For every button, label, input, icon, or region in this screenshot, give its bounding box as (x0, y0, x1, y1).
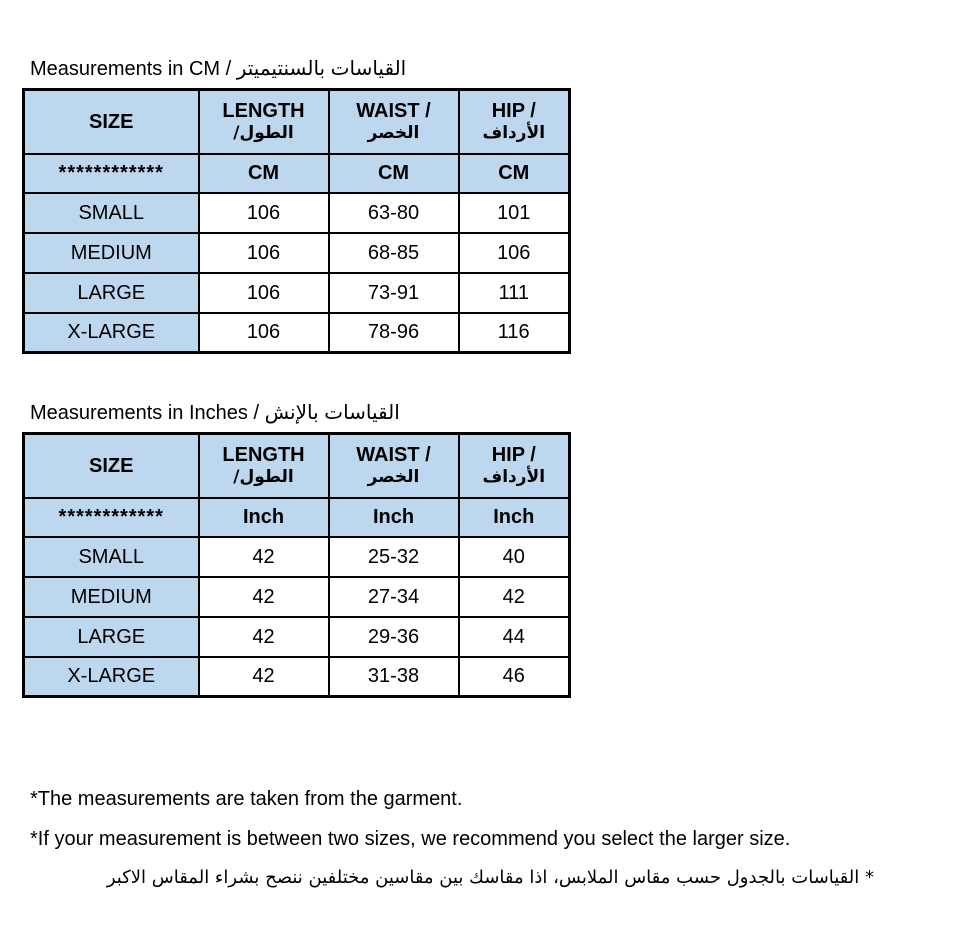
units-row (24, 498, 570, 537)
waist-value: 25-32 (329, 537, 459, 577)
size-label: LARGE (24, 273, 199, 313)
waist-value: 73-91 (329, 273, 459, 313)
length-value: 42 (199, 537, 329, 577)
table-row (24, 193, 570, 233)
length-value: 42 (199, 617, 329, 657)
size-label: LARGE (24, 617, 199, 657)
size-label: MEDIUM (24, 577, 199, 617)
header-hip: HIP / الأرداف (459, 434, 570, 498)
unit-hip: CM (459, 154, 570, 193)
table-row (24, 617, 570, 657)
size-label: X-LARGE (24, 313, 199, 353)
note-garment: *The measurements are taken from the garment. (30, 788, 463, 810)
note-between-sizes: *If your measurement is between two sizes, we recommend you select the larger size. (30, 828, 791, 850)
waist-value: 78-96 (329, 313, 459, 353)
header-length: LENGTH الطول/ (199, 90, 329, 154)
header-size: SIZE (24, 434, 199, 498)
waist-value: 68-85 (329, 233, 459, 273)
cm-table-caption: Measurements in CM / القياسات بالسنتيميتر (30, 58, 407, 80)
table-row (24, 657, 570, 697)
waist-value: 27-34 (329, 577, 459, 617)
waist-value: 29-36 (329, 617, 459, 657)
unit-waist: Inch (329, 498, 459, 537)
inch-table-caption: Measurements in Inches / القياسات بالإنش (30, 402, 400, 424)
unit-hip: Inch (459, 498, 570, 537)
unit-length: CM (199, 154, 329, 193)
size-label: SMALL (24, 193, 199, 233)
unit-waist: CM (329, 154, 459, 193)
table-row (24, 577, 570, 617)
size-label: X-LARGE (24, 657, 199, 697)
hip-value: 44 (459, 617, 570, 657)
header-size: SIZE (24, 90, 199, 154)
length-value: 106 (199, 233, 329, 273)
length-value: 106 (199, 313, 329, 353)
table-header-row (24, 434, 570, 498)
header-waist: WAIST / الخصر (329, 434, 459, 498)
size-label: SMALL (24, 537, 199, 577)
units-placeholder: ************ (24, 154, 199, 193)
header-hip: HIP / الأرداف (459, 90, 570, 154)
hip-value: 101 (459, 193, 570, 233)
hip-value: 111 (459, 273, 570, 313)
units-row (24, 154, 570, 193)
table-row (24, 537, 570, 577)
hip-value: 40 (459, 537, 570, 577)
length-value: 42 (199, 657, 329, 697)
hip-value: 42 (459, 577, 570, 617)
length-value: 42 (199, 577, 329, 617)
size-label: MEDIUM (24, 233, 199, 273)
note-arabic: * القياسات بالجدول حسب مقاس الملابس، اذا مقاسك بين مقاسين مختلفين ننصح بشراء المقاس الاكبر (106, 867, 874, 888)
length-value: 106 (199, 273, 329, 313)
table-row (24, 233, 570, 273)
hip-value: 106 (459, 233, 570, 273)
table-row (24, 273, 570, 313)
units-placeholder: ************ (24, 498, 199, 537)
length-value: 106 (199, 193, 329, 233)
waist-value: 63-80 (329, 193, 459, 233)
hip-value: 46 (459, 657, 570, 697)
unit-length: Inch (199, 498, 329, 537)
header-length: LENGTH الطول/ (199, 434, 329, 498)
table-row (24, 313, 570, 353)
cm-size-table (22, 88, 571, 354)
hip-value: 116 (459, 313, 570, 353)
waist-value: 31-38 (329, 657, 459, 697)
inch-size-table (22, 432, 571, 698)
table-header-row (24, 90, 570, 154)
header-waist: WAIST / الخصر (329, 90, 459, 154)
